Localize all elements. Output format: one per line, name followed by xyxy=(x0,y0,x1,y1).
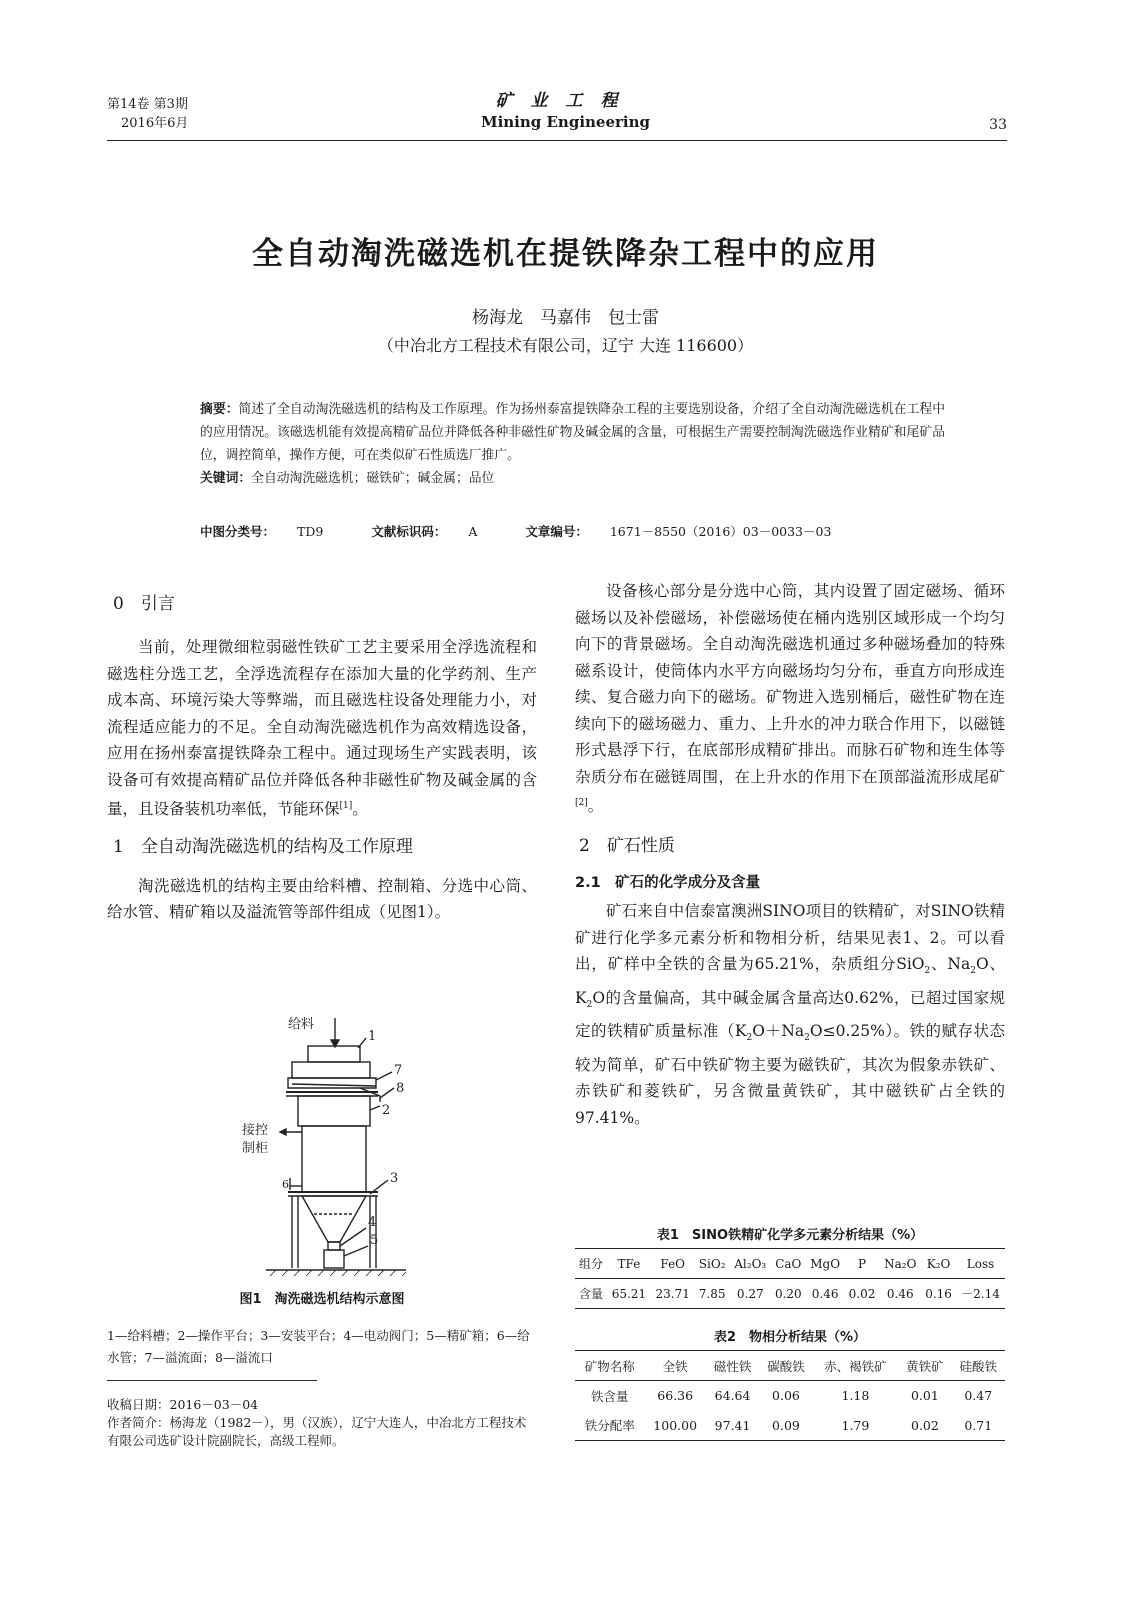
t2-h-4: 赤、褐铁矿 xyxy=(824,1358,887,1374)
t1-h-5: CaO xyxy=(775,1256,802,1271)
clc-label: 中图分类号： xyxy=(200,524,276,539)
t1-c-1: 65.21 xyxy=(611,1286,647,1301)
fig-num-8: 8 xyxy=(396,1081,405,1096)
page-number: 33 xyxy=(989,117,1007,133)
table-1-caption: 表1 SINO铁精矿化学多元素分析结果（%） xyxy=(656,1228,924,1243)
t1-c-10: －2.14 xyxy=(961,1287,1000,1301)
footnote xyxy=(107,1396,537,1450)
clc-value: TD9 xyxy=(297,524,324,539)
t1-c-4: 0.27 xyxy=(736,1286,764,1301)
t1-c-0: 含量 xyxy=(578,1287,603,1301)
t2-r1-c1: 100.00 xyxy=(653,1417,698,1433)
right-column xyxy=(575,578,1005,1131)
authors: 杨海龙 马嘉伟 包士雷 xyxy=(472,308,659,328)
author-bio: 作者简介：杨海龙（1982－），男（汉族），辽宁大连人，中冶北方工程技术有限公司选矿设计院副院长，高级工程师。 xyxy=(107,1415,527,1448)
doc-code-value: A xyxy=(468,524,478,539)
fig-num-2: 2 xyxy=(382,1103,391,1118)
header-volume: 第14卷 第3期 xyxy=(107,97,188,112)
t2-h-0: 矿物名称 xyxy=(584,1358,635,1374)
table-2 xyxy=(575,1350,1005,1441)
fig-num-4: 4 xyxy=(368,1215,377,1230)
fig-num-6: 6 xyxy=(282,1178,289,1191)
t1-c-3: 7.85 xyxy=(698,1286,726,1301)
abstract-text: 简述了全自动淘洗磁选机的结构及工作原理。作为扬州泰富提铁降杂工程的主要选别设备，介绍了全自动淘洗磁选机在工程中的应用情况。该磁选机能有效提高精矿品位并降低各种非磁性矿物及碱金属的含量，可根据生产需要控制淘洗磁选作业精矿和尾矿品位，调控简单，操作方便，可在类似矿石性质选厂推广。 xyxy=(200,402,946,463)
t1-h-3: SiO₂ xyxy=(698,1256,726,1271)
table-row xyxy=(575,1381,1005,1411)
t1-h-4: Al₂O₃ xyxy=(734,1256,767,1271)
section-0-heading: 0 引言 xyxy=(113,594,175,614)
t2-r0-c1: 66.36 xyxy=(657,1388,694,1404)
classification-line xyxy=(200,522,945,540)
t2-r1-c0: 铁分配率 xyxy=(584,1418,635,1434)
fig-num-5: 5 xyxy=(370,1233,379,1248)
abstract-label: 摘要： xyxy=(200,402,239,417)
t2-r1-c2: 97.41 xyxy=(714,1417,751,1433)
t2-h-1: 全铁 xyxy=(662,1358,688,1374)
affiliation: （中冶北方工程技术有限公司，辽宁 大连 116600） xyxy=(377,336,754,355)
table-1-header xyxy=(575,1249,1005,1279)
t1-h-9: K₂O xyxy=(926,1256,951,1271)
t1-c-9: 0.16 xyxy=(925,1286,952,1301)
journal-title-cn: 矿业工程 xyxy=(495,91,636,111)
ref-2: [2] xyxy=(575,798,588,808)
article-no-value: 1671－8550（2016）03－0033－03 xyxy=(609,524,832,539)
t1-h-2: FeO xyxy=(660,1256,686,1271)
t2-r1-c6: 0.71 xyxy=(964,1417,993,1433)
t1-h-6: MgO xyxy=(810,1256,841,1271)
figure-1-diagram xyxy=(230,1010,430,1280)
t2-h-5: 黄铁矿 xyxy=(906,1358,944,1374)
section-2-1-heading: 2.1 矿石的化学成分及含量 xyxy=(575,874,761,891)
t2-r0-c3: 0.06 xyxy=(772,1388,800,1404)
t2-r0-c0: 铁含量 xyxy=(590,1388,629,1404)
t1-h-7: P xyxy=(857,1256,867,1271)
t2-h-2: 磁性铁 xyxy=(713,1358,752,1374)
section-2-1-paragraph: 矿石来自中信泰富澳洲SINO项目的铁精矿，对SINO铁精矿进行化学多元素分析和物相分析，结果见表1、2。可以看出，矿样中全铁的含量为65.21%，杂质组分SiO$_2$、$Na_2O$、$K_2O$的含量偏高，其中碱金属含量高达0.62%，已超过国家规定的铁精矿质量标准$(K_2O+Na_2O\le 0.25\%)$。铁的赋存状态较为简单，矿石中铁矿物主要为磁铁矿，其次为假象赤铁矿、赤铁矿和菱铁矿，另含微量黄铁矿，其中磁铁矿占全铁的97.41%。 xyxy=(575,902,1005,1127)
t2-r0-c2: 64.64 xyxy=(714,1388,751,1404)
table-2-header xyxy=(575,1351,1005,1381)
fig-control-label-2: 制柜 xyxy=(242,1141,269,1156)
received-date: 收稿日期：2016－03－04 xyxy=(107,1397,259,1412)
table-2-caption: 表2 物相分析结果（%） xyxy=(713,1330,867,1345)
t1-h-10: Loss xyxy=(966,1256,995,1271)
t1-h-1: TFe xyxy=(617,1256,641,1271)
table-row xyxy=(575,1411,1005,1441)
fig-num-7: 7 xyxy=(394,1063,403,1078)
fig-num-1: 1 xyxy=(368,1029,377,1044)
t1-c-8: 0.46 xyxy=(886,1286,914,1301)
t1-c-6: 0.46 xyxy=(811,1286,839,1301)
fig-num-3: 3 xyxy=(390,1171,399,1186)
t1-c-5: 0.20 xyxy=(774,1286,802,1301)
t2-r1-c5: 0.02 xyxy=(910,1417,939,1433)
t2-r1-c4: 1.79 xyxy=(841,1417,870,1433)
t2-r1-c3: 0.09 xyxy=(772,1417,800,1433)
t1-c-2: 23.71 xyxy=(655,1286,690,1301)
article-no-label: 文章编号： xyxy=(525,524,588,539)
keywords-label: 关键词： xyxy=(200,471,252,486)
left-column xyxy=(107,592,537,926)
header-rule xyxy=(107,140,1007,141)
section-1-paragraph: 淘洗磁选机的结构主要由给料槽、控制箱、分选中心筒、给水管、精矿箱以及溢流管等部件组成（见图1）。 xyxy=(107,876,537,922)
section-2-heading: 2 矿石性质 xyxy=(579,835,675,856)
journal-title-en: Mining Engineering xyxy=(480,113,651,131)
table-1 xyxy=(575,1248,1005,1309)
t2-h-3: 碳酸铁 xyxy=(767,1358,805,1374)
footnote-rule xyxy=(107,1380,317,1381)
header-date: 2016年6月 xyxy=(121,116,189,131)
doc-code-label: 文献标识码： xyxy=(371,524,447,539)
header-journal xyxy=(0,90,1131,132)
figure-1-caption: 图1 淘洗磁选机结构示意图 xyxy=(239,1292,405,1307)
keywords-text: 全自动淘洗磁选机；磁铁矿；碱金属；品位 xyxy=(251,471,495,486)
t1-h-8: Na₂O xyxy=(884,1256,917,1271)
paper-title: 全自动淘洗磁选机在提铁降杂工程中的应用 xyxy=(252,236,879,272)
t2-r0-c4: 1.18 xyxy=(841,1388,870,1404)
core-paragraph: 设备核心部分是分选中心筒，其内设置了固定磁场、循环磁场以及补偿磁场，补偿磁场使在桶内选别区域形成一个均匀向下的背景磁场。全自动淘洗磁选机通过多种磁场叠加的特殊磁系设计，使筒体内水平方向磁场均匀分布，垂直方向形成连续、复合磁力向下的磁场。矿物进入选别桶后，磁性矿物在连续向下的磁场磁力、重力、上升水的冲力联合作用下，以磁链形式悬浮下行，在底部形成精矿排出。而脉石矿物和连生体等杂质分布在磁链周围，在上升水的作用下在顶部溢流形成尾矿[2]。 xyxy=(575,582,1005,816)
fig-feed-label: 给料 xyxy=(288,1017,315,1032)
t1-h-0: 组分 xyxy=(578,1257,603,1271)
table-row xyxy=(575,1279,1005,1309)
t1-c-7: 0.02 xyxy=(848,1286,876,1301)
ref-1: [1] xyxy=(339,801,353,811)
section-0-paragraph: 当前，处理微细粒弱磁性铁矿工艺主要采用全浮选流程和磁选柱分选工艺，全浮选流程存在添加大量的化学药剂、生产成本高、环境污染大等弊端，而且磁选柱设备处理能力小，对流程适应能力的不足。全自动淘洗磁选机作为高效精选设备，应用在扬州泰富提铁降杂工程中。通过现场生产实践表明，该设备可有效提高精矿品位并降低各种非磁性矿物及碱金属的含量，且设备装机功率低，节能环保[1]。 xyxy=(107,638,537,819)
t2-h-6: 硅酸铁 xyxy=(959,1358,998,1374)
section-1-heading: 1 全自动淘洗磁选机的结构及工作原理 xyxy=(113,836,413,857)
figure-1-legend: 1—给料槽；2—操作平台；3—安装平台；4—电动阀门；5—精矿箱；6—给水管；7—溢流面；8—溢流口 xyxy=(107,1328,530,1365)
fig-control-label-1: 接控 xyxy=(242,1123,269,1138)
abstract-block xyxy=(200,398,945,490)
t2-r0-c6: 0.47 xyxy=(964,1388,993,1404)
t2-r0-c5: 0.01 xyxy=(910,1388,939,1404)
